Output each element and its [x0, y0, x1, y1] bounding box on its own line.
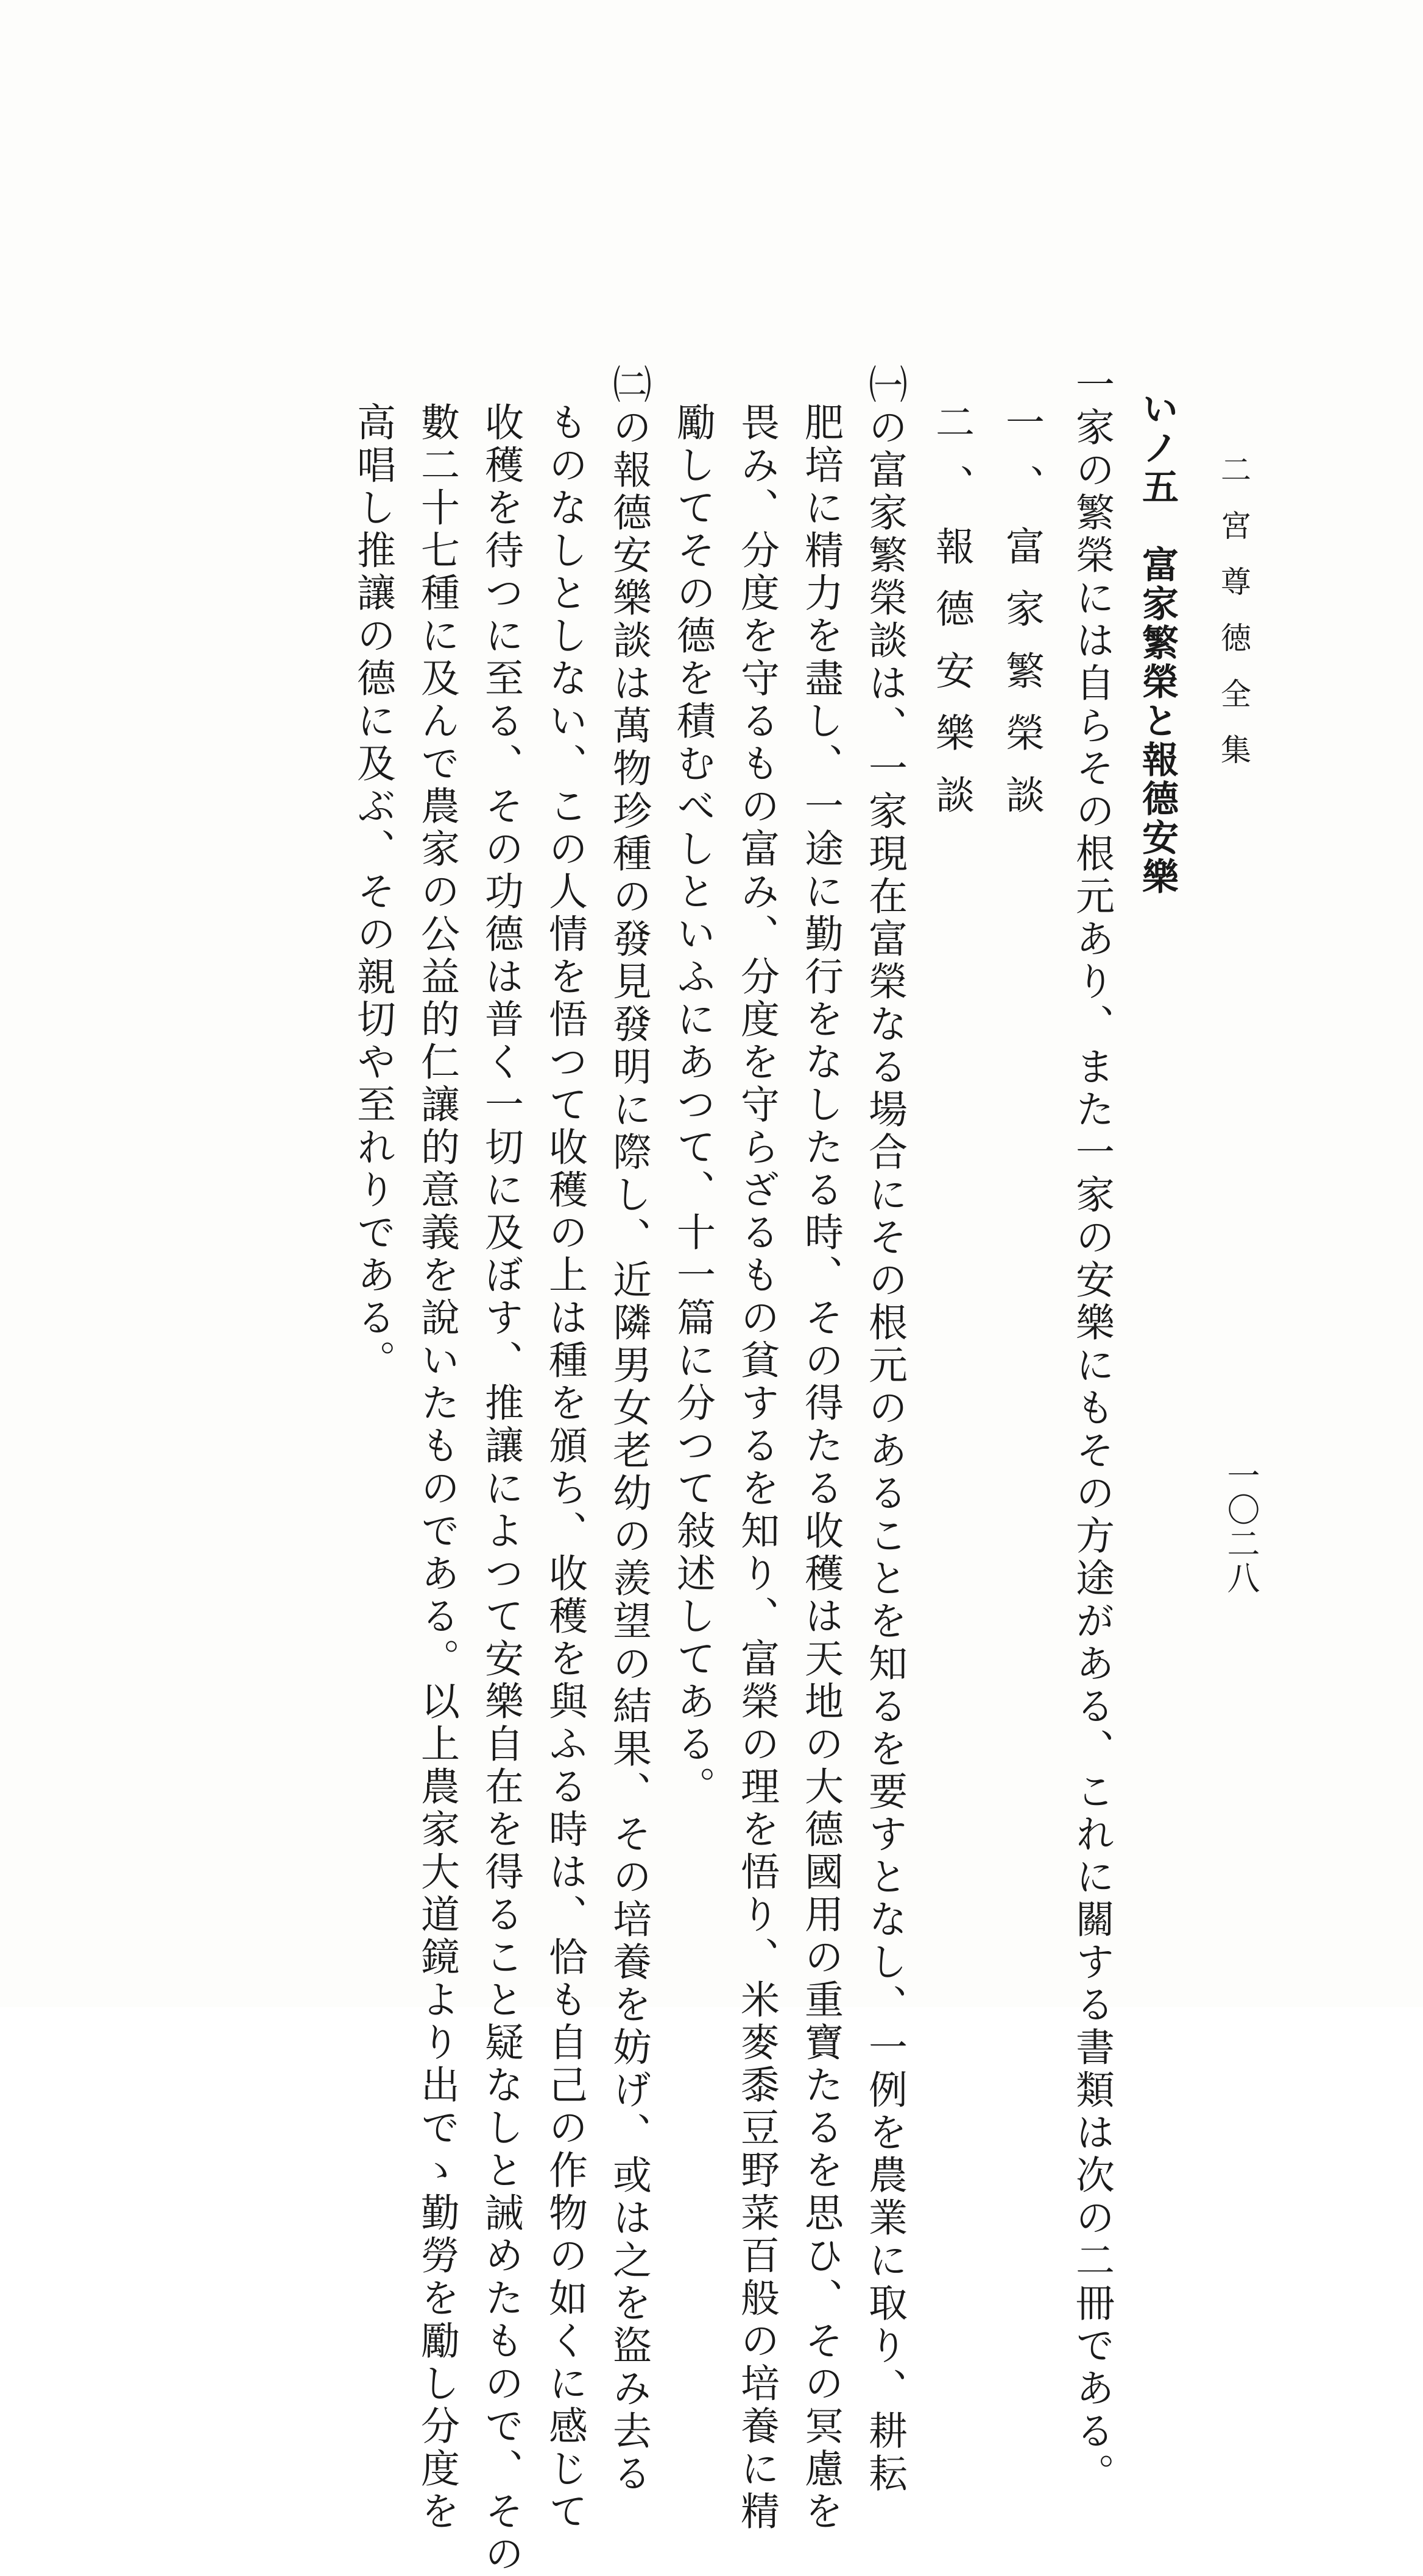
paragraph-1-line: 勵してその德を積むべしといふにあつて、十一篇に分つて敍述してある。	[670, 402, 715, 1809]
book-item-2: 二、報德安樂談	[929, 402, 974, 837]
paragraph-1-line: 肥培に精力を盡し、一途に勤行をなしたる時、その得たる收穫は天地の大德國用の重寶たるを思ひ、その冥慮を	[798, 402, 843, 2533]
section-heading: いノ五 富家繁榮と報德安樂	[1136, 390, 1179, 896]
paragraph-2-line: ものなしとしない、この人情を悟つて收穫の上は種を頒ち、收穫を與ふる時は、恰も自己の作物の如くに感じて	[542, 402, 587, 2533]
running-title: 二宮尊徳全集	[1216, 454, 1251, 790]
page-number: 一〇二八	[1222, 1459, 1260, 1595]
paragraph-2-line: 高唱し推讓の德に及ぶ、その親切や至れりである。	[350, 402, 395, 1382]
book-item-1: 一、富家繁榮談	[999, 402, 1044, 837]
paragraph-1-line: ㈠の富家繁榮談は、一家現在富榮なる場合にその根元のあることを知るを要すとなし、一例を農業に取り、耕耘	[862, 364, 907, 2496]
paragraph-2-line: 數二十七種に及んで農家の公益的仁讓的意義を說いたものである。以上農家大道鏡より出でゝ勤勞を勵し分度を	[414, 402, 459, 2533]
paragraph-2-line: 收穫を待つに至る、その功德は普く一切に及ぼす、推讓によつて安樂自在を得ること疑なしと誡めたもので、その	[478, 402, 523, 2576]
paragraph-2-line: ㈡の報德安樂談は萬物珍種の發見發明に際し、近隣男女老幼の羨望の結果、その培養を妨げ、或は之を盜み去る	[606, 364, 651, 2496]
intro-line: 一家の繁榮には自らその根元あり、また一家の安樂にもその方途がある、これに關する書類は次の二冊である。	[1069, 364, 1114, 2496]
paragraph-1-line: 畏み、分度を守るもの富み、分度を守らざるもの貧するを知り、富榮の理を悟り、米麥黍豆野菜百般の培養に精	[734, 402, 779, 2533]
